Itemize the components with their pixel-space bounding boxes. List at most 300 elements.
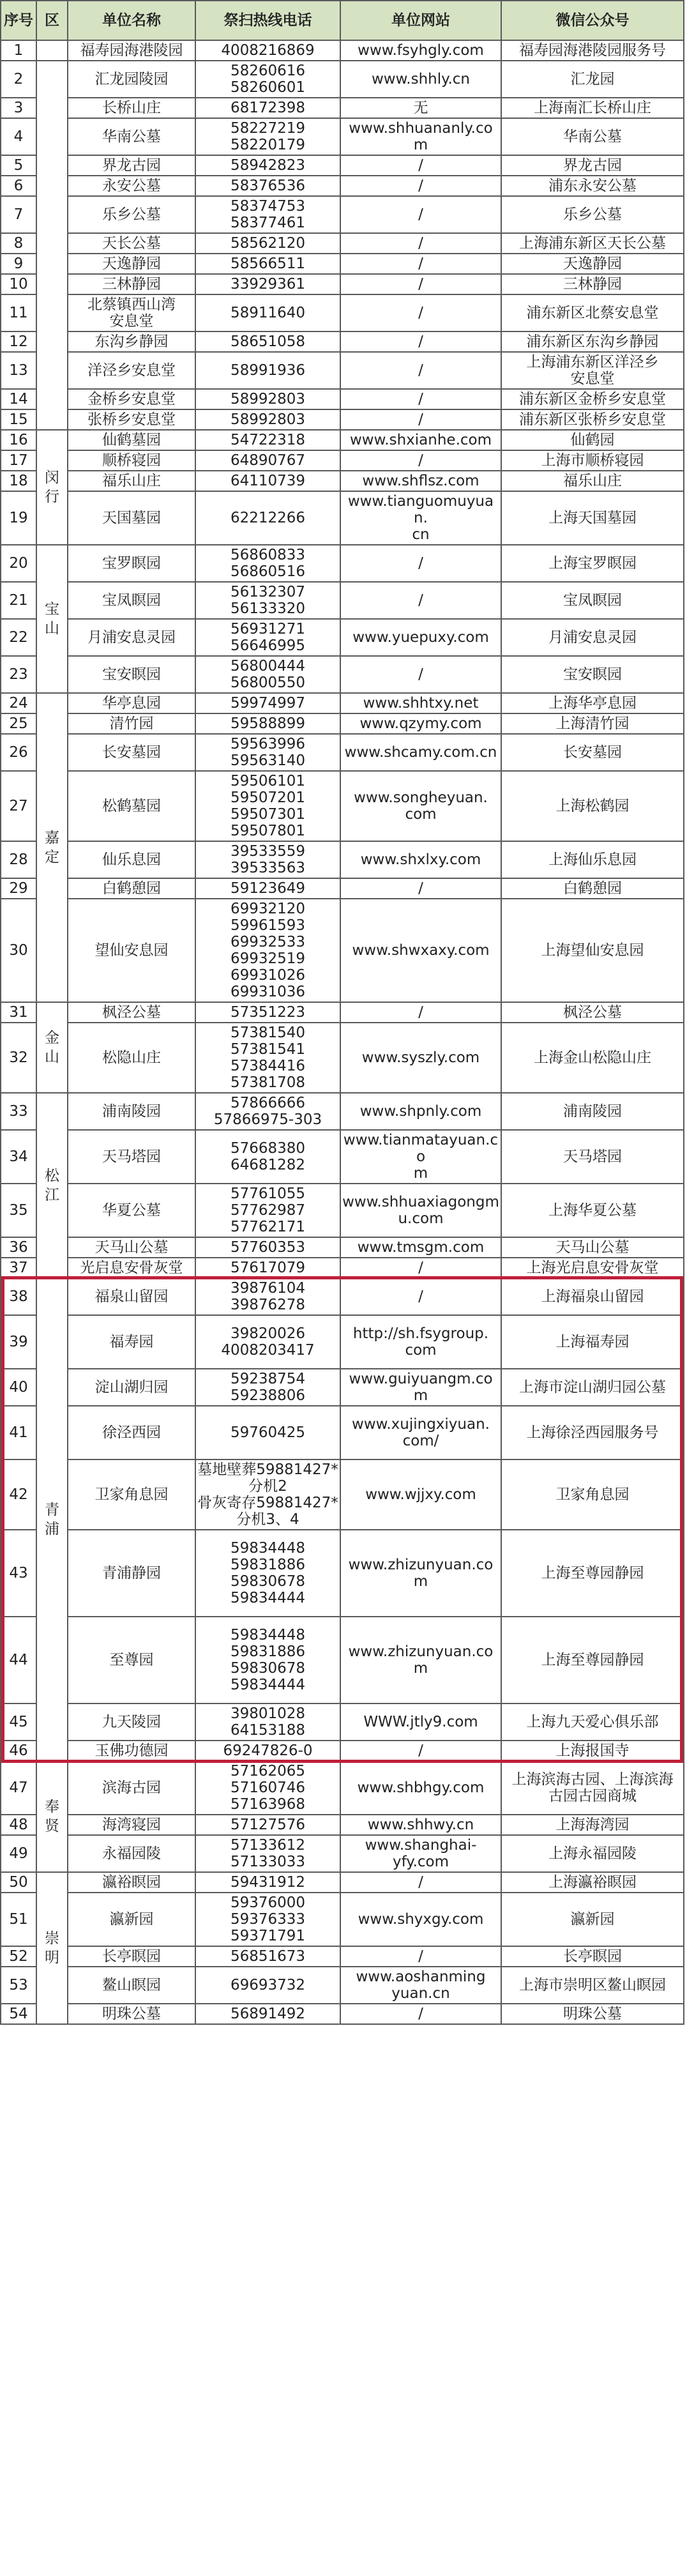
hotline: 56132307 56133320 xyxy=(195,582,340,619)
wechat-account: 上海仙乐息园 xyxy=(501,841,684,878)
table-row xyxy=(1,1835,684,1872)
unit-name: 海湾寝园 xyxy=(68,1815,195,1835)
wechat-account: 上海市顺桥寝园 xyxy=(501,450,684,471)
unit-name: 金桥乡安息堂 xyxy=(68,389,195,409)
row-index: 18 xyxy=(1,471,36,491)
row-index: 36 xyxy=(1,1237,36,1258)
table-row xyxy=(1,1184,684,1237)
row-index: 4 xyxy=(1,118,36,155)
table-row xyxy=(1,878,684,899)
district-cell: 松 江 xyxy=(36,1093,68,1278)
wechat-account: 上海华亭息园 xyxy=(501,693,684,713)
hotline: 39533559 39533563 xyxy=(195,841,340,878)
hotline: 39801028 64153188 xyxy=(195,1703,340,1741)
wechat-account: 瀛新园 xyxy=(501,1893,684,1946)
hotline: 59588899 xyxy=(195,713,340,734)
wechat-account: 浦南陵园 xyxy=(501,1093,684,1130)
unit-name: 洋泾乡安息堂 xyxy=(68,352,195,389)
hotline: 64110739 xyxy=(195,471,340,491)
wechat-account: 上海市崇明区鳌山瞑园 xyxy=(501,1967,684,2004)
table-row xyxy=(1,2004,684,2024)
unit-name: 华夏公墓 xyxy=(68,1184,195,1237)
hotline: 56851673 xyxy=(195,1946,340,1967)
row-index: 38 xyxy=(1,1278,36,1315)
wechat-account: 上海浦东新区天长公墓 xyxy=(501,233,684,254)
unit-name: 福乐山庄 xyxy=(68,471,195,491)
unit-name: 月浦安息灵园 xyxy=(68,619,195,656)
table-row xyxy=(1,196,684,233)
row-index: 26 xyxy=(1,734,36,771)
unit-name: 瀛新园 xyxy=(68,1893,195,1946)
unit-name: 宝凤瞑园 xyxy=(68,582,195,619)
unit-name: 鳌山瞑园 xyxy=(68,1967,195,2004)
website: / xyxy=(340,1278,501,1315)
wechat-account: 上海市淀山湖归园公墓 xyxy=(501,1369,684,1406)
wechat-account: 浦东新区北蔡安息堂 xyxy=(501,294,684,332)
table-row xyxy=(1,1278,684,1315)
unit-name: 宝安瞑园 xyxy=(68,656,195,693)
hotline: 69247826-0 xyxy=(195,1741,340,1761)
row-index: 46 xyxy=(1,1741,36,1761)
wechat-account: 浦东新区东沟乡静园 xyxy=(501,332,684,352)
wechat-account: 上海福寿园 xyxy=(501,1315,684,1369)
table-row xyxy=(1,118,684,155)
website: / xyxy=(340,352,501,389)
website: / xyxy=(340,254,501,274)
hotline: 69932120 59961593 69932533 69932519 69931026 69931036 xyxy=(195,899,340,1002)
table-row xyxy=(1,254,684,274)
table-row xyxy=(1,471,684,491)
website: www.shhwy.cn xyxy=(340,1815,501,1835)
website: / xyxy=(340,2004,501,2024)
hotline: 4008216869 xyxy=(195,40,340,61)
table-row xyxy=(1,1815,684,1835)
row-index: 43 xyxy=(1,1530,36,1617)
hotline: 58991936 xyxy=(195,352,340,389)
table-row xyxy=(1,1872,684,1893)
hotline: 54722318 xyxy=(195,430,340,450)
unit-name: 白鹤憩园 xyxy=(68,878,195,899)
hotline: 59563996 59563140 xyxy=(195,734,340,771)
table-row xyxy=(1,233,684,254)
header-website: 单位网站 xyxy=(340,1,501,40)
unit-name: 福泉山留园 xyxy=(68,1278,195,1315)
website: www.songheyuan. com xyxy=(340,771,501,841)
row-index: 52 xyxy=(1,1946,36,1967)
unit-name: 仙鹤墓园 xyxy=(68,430,195,450)
unit-name: 望仙安息园 xyxy=(68,899,195,1002)
table-row xyxy=(1,734,684,771)
website: www.shanghai- yfy.com xyxy=(340,1835,501,1872)
website: www.shhuaxiagongm u.com xyxy=(340,1184,501,1237)
website: www.shxlxy.com xyxy=(340,841,501,878)
row-index: 22 xyxy=(1,619,36,656)
hotline: 57351223 xyxy=(195,1002,340,1023)
table-row xyxy=(1,771,684,841)
row-index: 5 xyxy=(1,155,36,176)
table-row xyxy=(1,332,684,352)
row-index: 27 xyxy=(1,771,36,841)
hotline: 58992803 xyxy=(195,409,340,430)
district-cell: 奉 贤 xyxy=(36,1761,68,1872)
row-index: 7 xyxy=(1,196,36,233)
website: / xyxy=(340,1872,501,1893)
website: / xyxy=(340,233,501,254)
row-index: 19 xyxy=(1,491,36,545)
hotline: 59376000 59376333 59371791 xyxy=(195,1893,340,1946)
hotline: 58260616 58260601 xyxy=(195,61,340,98)
website: www.xujingxiyuan. com/ xyxy=(340,1406,501,1459)
district-cell: 崇 明 xyxy=(36,1872,68,2024)
unit-name: 松隐山庄 xyxy=(68,1023,195,1093)
table-row xyxy=(1,98,684,118)
wechat-account: 枫泾公墓 xyxy=(501,1002,684,1023)
wechat-account: 华南公墓 xyxy=(501,118,684,155)
hotline: 69693732 xyxy=(195,1967,340,2004)
wechat-account: 上海报国寺 xyxy=(501,1741,684,1761)
table-row xyxy=(1,294,684,332)
hotline: 59506101 59507201 59507301 59507801 xyxy=(195,771,340,841)
table-row xyxy=(1,389,684,409)
header-wechat: 微信公众号 xyxy=(501,1,684,40)
website: / xyxy=(340,1741,501,1761)
wechat-account: 长安墓园 xyxy=(501,734,684,771)
table-row xyxy=(1,274,684,294)
hotline: 58992803 xyxy=(195,389,340,409)
wechat-account: 上海光启息安骨灰堂 xyxy=(501,1258,684,1278)
row-index: 44 xyxy=(1,1617,36,1703)
unit-name: 东沟乡静园 xyxy=(68,332,195,352)
website: www.shwxaxy.com xyxy=(340,899,501,1002)
website: www.aoshanming yuan.cn xyxy=(340,1967,501,2004)
row-index: 33 xyxy=(1,1093,36,1130)
row-index: 1 xyxy=(1,40,36,61)
table-row xyxy=(1,1530,684,1617)
unit-name: 淀山湖归园 xyxy=(68,1369,195,1406)
hotline: 57617079 xyxy=(195,1258,340,1278)
unit-name: 宝罗瞑园 xyxy=(68,545,195,582)
hotline: 58562120 xyxy=(195,233,340,254)
header-district: 区 xyxy=(36,1,68,40)
unit-name: 三林静园 xyxy=(68,274,195,294)
row-index: 34 xyxy=(1,1130,36,1184)
unit-name: 至尊园 xyxy=(68,1617,195,1703)
website: / xyxy=(340,1946,501,1967)
wechat-account: 上海永福园陵 xyxy=(501,1835,684,1872)
wechat-account: 上海华夏公墓 xyxy=(501,1184,684,1237)
website: www.tianguomuyuan. cn xyxy=(340,491,501,545)
wechat-account: 福寿园海港陵园服务号 xyxy=(501,40,684,61)
wechat-account: 浦东新区金桥乡安息堂 xyxy=(501,389,684,409)
district-cell: 闵 行 xyxy=(36,430,68,545)
row-index: 41 xyxy=(1,1406,36,1459)
district-cell: 宝 山 xyxy=(36,545,68,693)
table-row xyxy=(1,1406,684,1459)
table-row xyxy=(1,430,684,450)
row-index: 13 xyxy=(1,352,36,389)
wechat-account: 上海浦东新区洋泾乡 安息堂 xyxy=(501,352,684,389)
row-index: 49 xyxy=(1,1835,36,1872)
table-row xyxy=(1,1893,684,1946)
unit-name: 天长公墓 xyxy=(68,233,195,254)
row-index: 51 xyxy=(1,1893,36,1946)
wechat-account: 汇龙园 xyxy=(501,61,684,98)
wechat-account: 上海至尊园静园 xyxy=(501,1530,684,1617)
website: / xyxy=(340,582,501,619)
table-row xyxy=(1,1741,684,1761)
row-index: 16 xyxy=(1,430,36,450)
row-index: 40 xyxy=(1,1369,36,1406)
website: / xyxy=(340,1002,501,1023)
hotline: 58911640 xyxy=(195,294,340,332)
table-row xyxy=(1,1459,684,1530)
unit-name: 滨海古园 xyxy=(68,1761,195,1815)
hotline: 墓地壁葬59881427* 分机2 骨灰寄存59881427* 分机3、4 xyxy=(195,1459,340,1530)
row-index: 42 xyxy=(1,1459,36,1530)
hotline: 59431912 xyxy=(195,1872,340,1893)
hotline: 56891492 xyxy=(195,2004,340,2024)
wechat-account: 天马山公墓 xyxy=(501,1237,684,1258)
unit-name: 张桥乡安息堂 xyxy=(68,409,195,430)
wechat-account: 上海望仙安息园 xyxy=(501,899,684,1002)
website: 无 xyxy=(340,98,501,118)
wechat-account: 上海宝罗瞑园 xyxy=(501,545,684,582)
district-cell: 嘉 定 xyxy=(36,693,68,1002)
unit-name: 天逸静园 xyxy=(68,254,195,274)
wechat-account: 上海天国墓园 xyxy=(501,491,684,545)
row-index: 23 xyxy=(1,656,36,693)
unit-name: 青浦静园 xyxy=(68,1530,195,1617)
unit-name: 乐乡公墓 xyxy=(68,196,195,233)
table-row xyxy=(1,491,684,545)
row-index: 28 xyxy=(1,841,36,878)
website: http://sh.fsygroup. com xyxy=(340,1315,501,1369)
table-body xyxy=(1,40,684,2024)
hotline: 57133612 57133033 xyxy=(195,1835,340,1872)
hotline: 56860833 56860516 xyxy=(195,545,340,582)
table-row xyxy=(1,1002,684,1023)
hotline: 58651058 xyxy=(195,332,340,352)
unit-name: 枫泾公墓 xyxy=(68,1002,195,1023)
row-index: 47 xyxy=(1,1761,36,1815)
website: / xyxy=(340,294,501,332)
hotline: 58942823 xyxy=(195,155,340,176)
wechat-account: 天逸静园 xyxy=(501,254,684,274)
table-row xyxy=(1,693,684,713)
table-row xyxy=(1,1130,684,1184)
website: WWW.jtly9.com xyxy=(340,1703,501,1741)
website: www.tianmatayuan.co m xyxy=(340,1130,501,1184)
table-row xyxy=(1,450,684,471)
hotline: 57127576 xyxy=(195,1815,340,1835)
hotline: 57760353 xyxy=(195,1237,340,1258)
wechat-account: 界龙古园 xyxy=(501,155,684,176)
hotline: 59834448 59831886 59830678 59834444 xyxy=(195,1617,340,1703)
row-index: 39 xyxy=(1,1315,36,1369)
row-index: 3 xyxy=(1,98,36,118)
website: www.qzymy.com xyxy=(340,713,501,734)
wechat-account: 三林静园 xyxy=(501,274,684,294)
hotline: 58374753 58377461 xyxy=(195,196,340,233)
wechat-account: 上海滨海古园、上海滨海 古园古园商城 xyxy=(501,1761,684,1815)
hotline: 68172398 xyxy=(195,98,340,118)
unit-name: 松鹤墓园 xyxy=(68,771,195,841)
row-index: 10 xyxy=(1,274,36,294)
website: www.shxianhe.com xyxy=(340,430,501,450)
wechat-account: 长亭瞑园 xyxy=(501,1946,684,1967)
table-row xyxy=(1,582,684,619)
unit-name: 天马山公墓 xyxy=(68,1237,195,1258)
website: www.yuepuxy.com xyxy=(340,619,501,656)
header-unit-name: 单位名称 xyxy=(68,1,195,40)
row-index: 53 xyxy=(1,1967,36,2004)
hotline: 59760425 xyxy=(195,1406,340,1459)
website: / xyxy=(340,450,501,471)
wechat-account: 天马塔园 xyxy=(501,1130,684,1184)
unit-name: 明珠公墓 xyxy=(68,2004,195,2024)
unit-name: 永安公墓 xyxy=(68,176,195,196)
website: www.wjjxy.com xyxy=(340,1459,501,1530)
row-index: 37 xyxy=(1,1258,36,1278)
wechat-account: 上海金山松隐山庄 xyxy=(501,1023,684,1093)
website: www.shhtxy.net xyxy=(340,693,501,713)
website: / xyxy=(340,274,501,294)
wechat-account: 仙鹤园 xyxy=(501,430,684,450)
row-index: 20 xyxy=(1,545,36,582)
website: www.shbhgy.com xyxy=(340,1761,501,1815)
hotline: 62212266 xyxy=(195,491,340,545)
wechat-account: 上海福泉山留园 xyxy=(501,1278,684,1315)
unit-name: 瀛裕瞑园 xyxy=(68,1872,195,1893)
hotline: 58227219 58220179 xyxy=(195,118,340,155)
table-row xyxy=(1,713,684,734)
website: / xyxy=(340,196,501,233)
wechat-account: 上海至尊园静园 xyxy=(501,1617,684,1703)
unit-name: 顺桥寝园 xyxy=(68,450,195,471)
row-index: 6 xyxy=(1,176,36,196)
table-row xyxy=(1,352,684,389)
row-index: 17 xyxy=(1,450,36,471)
row-index: 25 xyxy=(1,713,36,734)
unit-name: 九天陵园 xyxy=(68,1703,195,1741)
district-cell xyxy=(36,61,68,430)
unit-name: 界龙古园 xyxy=(68,155,195,176)
wechat-account: 乐乡公墓 xyxy=(501,196,684,233)
unit-name: 光启息安骨灰堂 xyxy=(68,1258,195,1278)
hotline: 57761055 57762987 57762171 xyxy=(195,1184,340,1237)
hotline: 59238754 59238806 xyxy=(195,1369,340,1406)
hotline: 58376536 xyxy=(195,176,340,196)
row-index: 31 xyxy=(1,1002,36,1023)
table-row xyxy=(1,619,684,656)
website: www.shflsz.com xyxy=(340,471,501,491)
row-index: 12 xyxy=(1,332,36,352)
website: www.fsyhgly.com xyxy=(340,40,501,61)
table-row xyxy=(1,1258,684,1278)
website: www.zhizunyuan.com xyxy=(340,1617,501,1703)
unit-name: 长安墓园 xyxy=(68,734,195,771)
unit-name: 华亭息园 xyxy=(68,693,195,713)
website: www.tmsgm.com xyxy=(340,1237,501,1258)
wechat-account: 上海瀛裕瞑园 xyxy=(501,1872,684,1893)
hotline: 56931271 56646995 xyxy=(195,619,340,656)
table-row xyxy=(1,841,684,878)
website: / xyxy=(340,878,501,899)
unit-name: 浦南陵园 xyxy=(68,1093,195,1130)
table-row xyxy=(1,40,684,61)
table-row xyxy=(1,656,684,693)
unit-name: 清竹园 xyxy=(68,713,195,734)
table-row xyxy=(1,1315,684,1369)
row-index: 54 xyxy=(1,2004,36,2024)
website: / xyxy=(340,545,501,582)
row-index: 2 xyxy=(1,61,36,98)
wechat-account: 福乐山庄 xyxy=(501,471,684,491)
hotline: 56800444 56800550 xyxy=(195,656,340,693)
wechat-account: 宝安瞑园 xyxy=(501,656,684,693)
wechat-account: 上海清竹园 xyxy=(501,713,684,734)
hotline: 57668380 64681282 xyxy=(195,1130,340,1184)
website: www.guiyuangm.com xyxy=(340,1369,501,1406)
row-index: 48 xyxy=(1,1815,36,1835)
unit-name: 福寿园海港陵园 xyxy=(68,40,195,61)
wechat-account: 明珠公墓 xyxy=(501,2004,684,2024)
row-index: 9 xyxy=(1,254,36,274)
row-index: 29 xyxy=(1,878,36,899)
wechat-account: 浦东新区张桥乡安息堂 xyxy=(501,409,684,430)
table-row xyxy=(1,1023,684,1093)
table-row xyxy=(1,155,684,176)
row-index: 21 xyxy=(1,582,36,619)
table-row xyxy=(1,545,684,582)
row-index: 8 xyxy=(1,233,36,254)
row-index: 15 xyxy=(1,409,36,430)
wechat-account: 宝凤瞑园 xyxy=(501,582,684,619)
website: / xyxy=(340,332,501,352)
row-index: 35 xyxy=(1,1184,36,1237)
wechat-account: 卫家角息园 xyxy=(501,1459,684,1530)
wechat-account: 月浦安息灵园 xyxy=(501,619,684,656)
row-index: 45 xyxy=(1,1703,36,1741)
wechat-account: 上海南汇长桥山庄 xyxy=(501,98,684,118)
website: / xyxy=(340,1258,501,1278)
website: www.zhizunyuan.com xyxy=(340,1530,501,1617)
wechat-account: 白鹤憩园 xyxy=(501,878,684,899)
row-index: 11 xyxy=(1,294,36,332)
row-index: 14 xyxy=(1,389,36,409)
row-index: 24 xyxy=(1,693,36,713)
table-row xyxy=(1,176,684,196)
unit-name: 徐泾西园 xyxy=(68,1406,195,1459)
unit-name: 卫家角息园 xyxy=(68,1459,195,1530)
wechat-account: 上海徐泾西园服务号 xyxy=(501,1406,684,1459)
row-index: 32 xyxy=(1,1023,36,1093)
wechat-account: 浦东永安公墓 xyxy=(501,176,684,196)
row-index: 50 xyxy=(1,1872,36,1893)
hotline: 59834448 59831886 59830678 59834444 xyxy=(195,1530,340,1617)
wechat-account: 上海海湾园 xyxy=(501,1815,684,1835)
district-cell: 青 浦 xyxy=(36,1278,68,1761)
header-index: 序号 xyxy=(1,1,36,40)
wechat-account: 上海松鹤园 xyxy=(501,771,684,841)
website: www.shhly.cn xyxy=(340,61,501,98)
website: www.shhuananly.com xyxy=(340,118,501,155)
table-row xyxy=(1,899,684,1002)
hotline: 57866666 57866975-303 xyxy=(195,1093,340,1130)
table-row xyxy=(1,61,684,98)
table-row xyxy=(1,1237,684,1258)
row-index: 30 xyxy=(1,899,36,1002)
